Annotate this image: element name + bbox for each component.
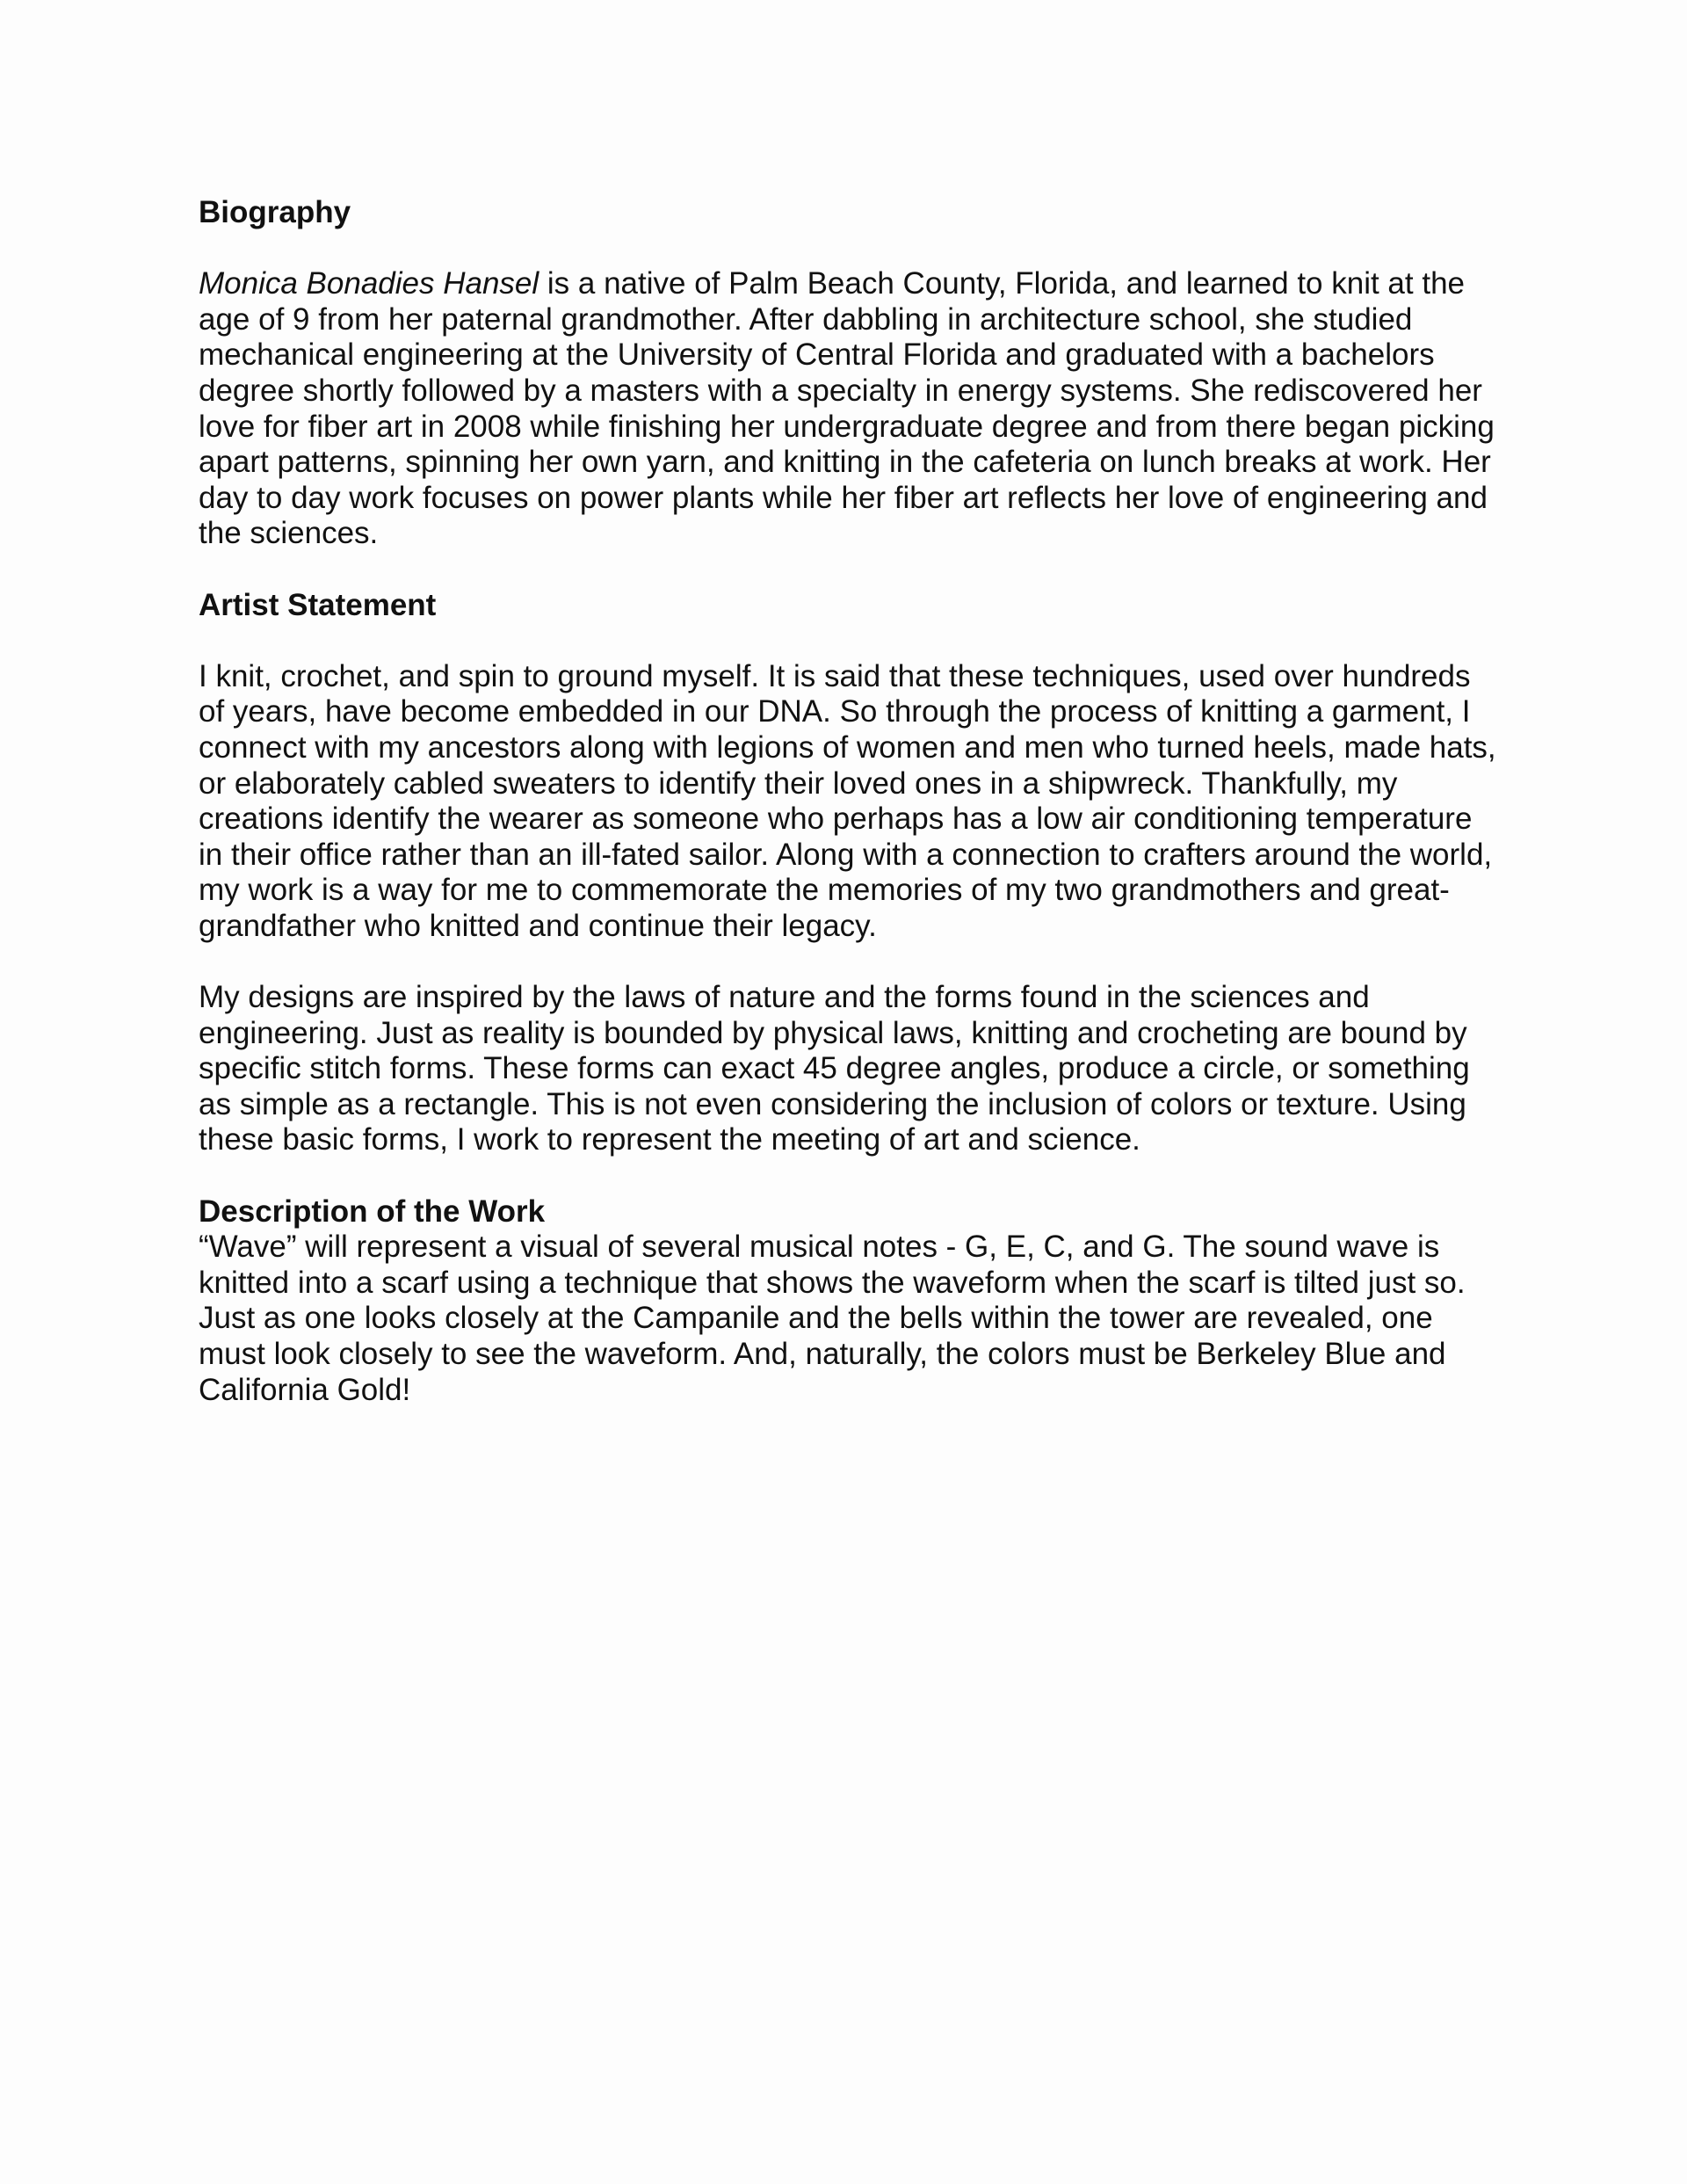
spacer <box>199 231 1499 267</box>
document-body <box>199 195 1499 1408</box>
spacer <box>199 1158 1499 1194</box>
artist-statement-paragraph-2: My designs are inspired by the laws of nature and the forms found in the sciences and engineering. Just as reality is bounded by physical laws, knitting and crocheting are bound by specific stitch forms. These forms can exact 45 degree angles, produce a circle, or something as simple as a rectangle. This is not even considering the inclusion of colors or texture. Using these basic forms, I work to represent the meeting of art and science. <box>199 980 1470 1157</box>
artist-statement-paragraph-1: I knit, crochet, and spin to ground myself. It is said that these techniques, used over hundreds of years, have become embedded in our DNA. So through the process of knitting a garment, I connect with my ancestors along with legions of women and men who turned heels, made hats, or elaborately cabled sweaters to identify their loved ones in a shipwreck. Thankfully, my creations identify the wearer as someone who perhaps has a low air conditioning temperature in their office rather than an ill-fated sailor. Along with a connection to crafters around the world, my work is a way for me to commemorate the memories of my two grandmothers and great-grandfather who knitted and continue their legacy. <box>199 658 1496 943</box>
biography-paragraph <box>199 266 1499 552</box>
description-paragraph: “Wave” will represent a visual of several musical notes - G, E, C, and G. The sound wave is knitted into a scarf using a technique that shows the waveform when the scarf is tilted just so. Just as one looks closely at the Campanile and the bells within the tower are revealed, one must look closely to see the waveform. And, naturally, the colors must be Berkeley Blue and California Gold! <box>199 1230 1466 1407</box>
spacer <box>199 623 1499 659</box>
biography-text: is a native of Palm Beach County, Florida, and learned to knit at the age of 9 from her paternal grandmother. After dabbling in architecture school, she studied mechanical engineering at the University of Central Florida and graduated with a bachelors degree shortly followed by a masters with a specialty in energy systems. She rediscovered her love for fiber art in 2008 while finishing her undergraduate degree and from there began picking apart patterns, spinning her own yarn, and knitting in the cafeteria on lunch breaks at work. Her day to day work focuses on power plants while her fiber art reflects her love of engineering and the sciences. <box>199 266 1495 551</box>
biography-heading: Biography <box>199 195 351 229</box>
spacer <box>199 944 1499 980</box>
artist-name: Monica Bonadies Hansel <box>199 266 539 301</box>
spacer <box>199 552 1499 588</box>
description-heading: Description of the Work <box>199 1194 546 1229</box>
artist-statement-heading: Artist Statement <box>199 587 437 622</box>
